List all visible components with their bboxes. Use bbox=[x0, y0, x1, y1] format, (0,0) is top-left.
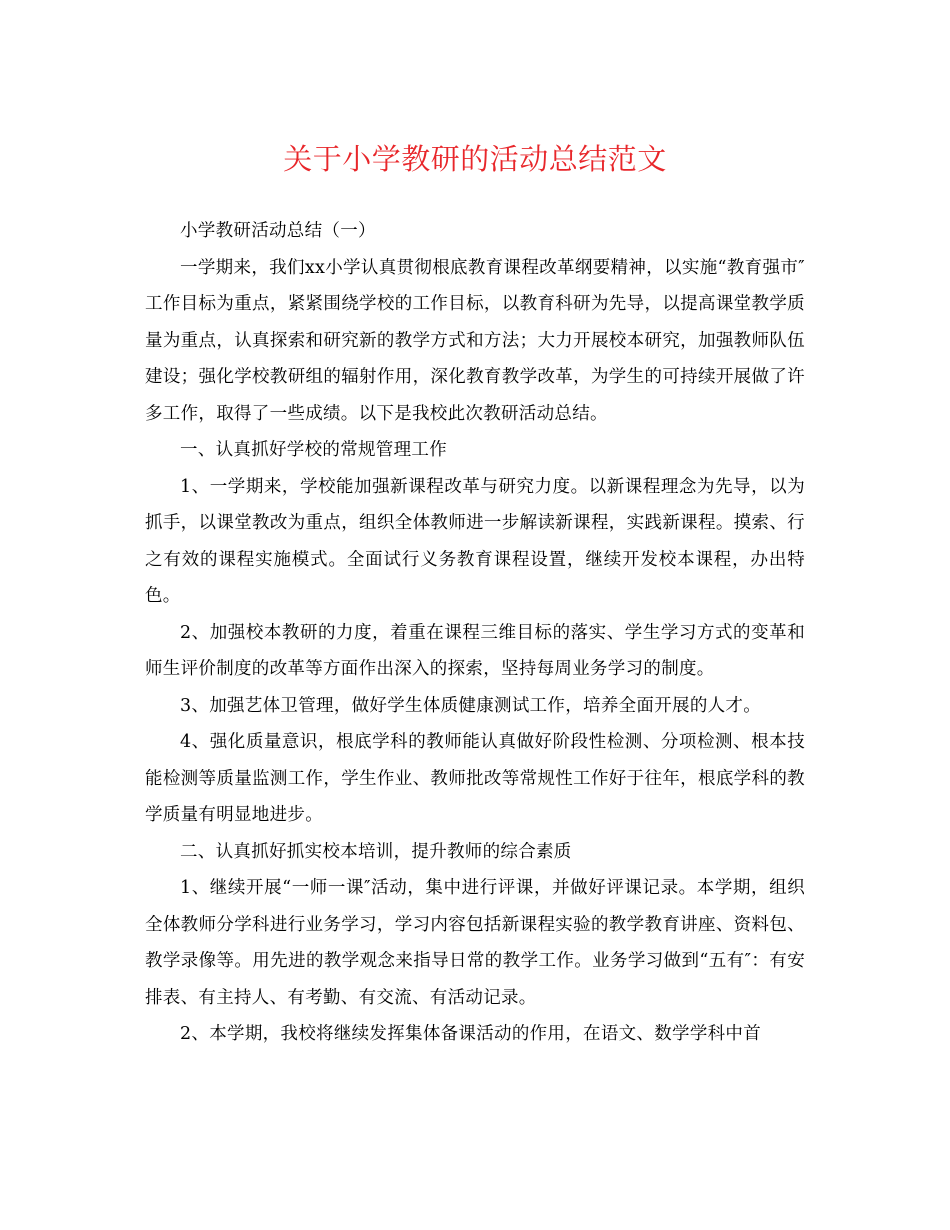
paragraph: 一学期来，我们xx小学认真贯彻根底教育课程改革纲要精神，以实施“教育强市″工作目标为重点，紧紧围绕学校的工作目标，以教育科研为先导，以提高课堂教学质量为重点，认真探索和研究新的教学方式和方法；大力开展校本研究，加强教师队伍建设；强化学校教研组的辐射作用，深化教育教学改革，为学生的可持续开展做了许多工作，取得了一些成绩。以下是我校此次教研活动总结。 bbox=[145, 257, 805, 424]
document-title: 关于小学教研的活动总结范文 bbox=[283, 142, 667, 176]
paragraph: 1、继续开展“一师一课″活动，集中进行评课，并做好评课记录。本学期，组织全体教师分学科进行业务学习，学习内容包括新课程实验的教学教育讲座、资料包、教学录像等。用先进的教学观念来指导日常的教学工作。业务学习做到“五有″：有安排表、有主持人、有考勤、有交流、有活动记录。 bbox=[145, 878, 805, 1008]
document-body bbox=[145, 213, 805, 1053]
paragraph: 1、一学期来，学校能加强新课程改革与研究力度。以新课程理念为先导，以为抓手，以课堂教改为重点，组织全体教师进一步解读新课程，实践新课程。摸索、行之有效的课程实施模式。全面试行义务教育课程设置，继续开发校本课程，办出特色。 bbox=[145, 476, 805, 606]
paragraph: 3、加强艺体卫管理，做好学生体质健康测试工作，培养全面开展的人才。 bbox=[180, 695, 762, 716]
paragraph: 4、强化质量意识，根底学科的教师能认真做好阶段性检测、分项检测、根本技能检测等质量监测工作，学生作业、教师批改等常规性工作好于往年，根底学科的教学质量有明显地进步。 bbox=[145, 732, 805, 825]
paragraph: 2、加强校本教研的力度，着重在课程三维目标的落实、学生学习方式的变革和师生评价制度的改革等方面作出深入的探索，坚持每周业务学习的制度。 bbox=[145, 622, 805, 679]
section-heading: 一、认真抓好学校的常规管理工作 bbox=[180, 440, 447, 460]
section-heading: 小学教研活动总结（一） bbox=[180, 221, 376, 241]
paragraph: 2、本学期，我校将继续发挥集体备课活动的作用，在语文、数学学科中首 bbox=[180, 1024, 762, 1044]
section-heading: 二、认真抓好抓实校本培训，提升教师的综合素质 bbox=[180, 841, 572, 862]
